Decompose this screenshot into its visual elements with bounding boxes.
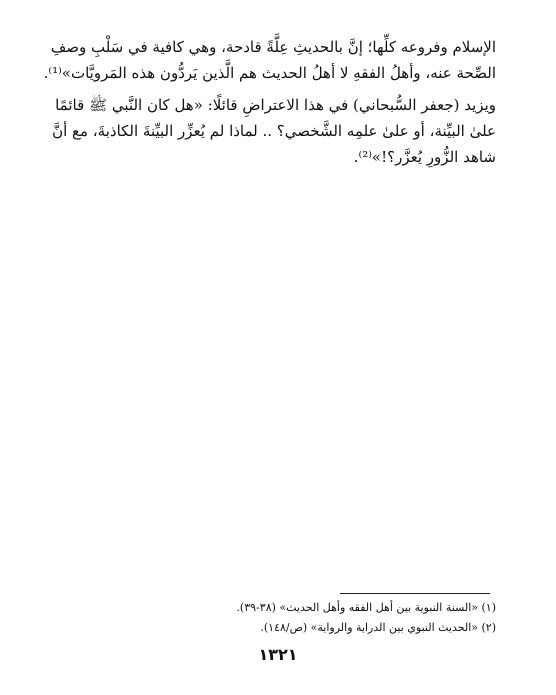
- paragraph-1: [43, 34, 496, 86]
- footnote-1: (١) «السنة النبوية بين أهل الفقه وأهل الحديث» (٣٨-٣٩).: [236, 601, 496, 614]
- footnote-2: (٢) «الحديث النبوي بين الدراية والرواية» (ص/١٤٨).: [260, 621, 496, 634]
- text-line: الصِّحة عنه، وأهلُ الفقهِ لا أهلُ الحديث هم الَّذين يَردُّون هذه المَرويَّات»⁽¹⁾.: [43, 64, 496, 82]
- footnote-separator: [340, 593, 490, 594]
- paragraph-2: [52, 92, 496, 170]
- text-line: الإسلام وفروعه كلِّها؛ إنَّ بالحديثِ عِلَّةً قادحة، وهي كافية في سَلْبِ وصفِ: [50, 38, 496, 56]
- main-text: [43, 34, 496, 170]
- footnotes: [62, 598, 496, 638]
- text-line: علىٰ البيِّنة، أو علىٰ علمِه الشَّخصي؟ .. لماذا لم يُعزِّر البيِّنةَ الكاذبةَ، مع أنَّ: [52, 122, 496, 140]
- page-number: ١٣٢١: [258, 645, 298, 664]
- text-line: شاهد الزُّورِ يُعزَّر؟!»⁽²⁾.: [353, 148, 496, 166]
- text-line: ويزيد (جعفر السُّبحاني) في هذا الاعتراضِ قائلًا: «هل كان النَّبي ﷺ قائمًا: [55, 96, 496, 114]
